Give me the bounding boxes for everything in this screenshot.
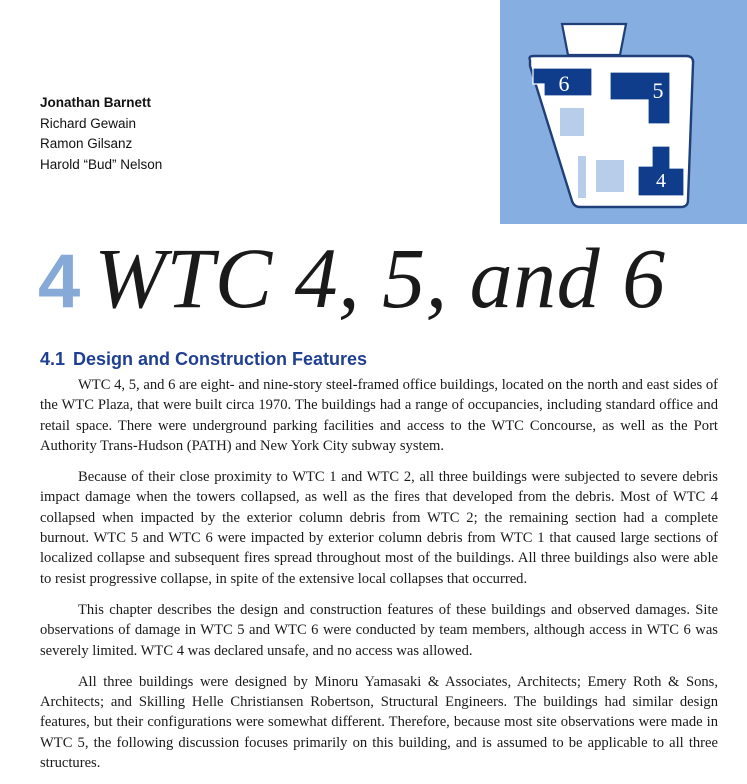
section-heading [40,349,367,370]
paragraph: Because of their close proximity to WTC 1 and WTC 2, all three buildings were subjected to severe debris impact damage when the towers collapsed, as well as the fires that developed from the debris. Most of WTC 4 collapsed when impacted by the exterior column debris from WTC 2; the remaining section had a complete burnout. WTC 5 and WTC 6 were impacted by exterior column debris from WTC 1 that caused large sections of localized collapse and subsequent fires spread throughout most of the buildings. All three buildings also were able to resist progressive collapse, in spite of the extensive local collapses that occurred. [40,469,718,587]
chapter-title [38,228,666,338]
paragraph: All three buildings were designed by Minoru Yamasaki & Associates, Architects; Emery Roth & Sons, Architects; and Skilling Helle Christiansen Robertson, Structural Engineers. The buildings had similar design features, but their configurations were somewhat different. Therefore, because most site observations were made in WTC 5, the following discussion focuses primarily on this building, and is assumed to be applicable to all three structures. [40,673,718,772]
section-number: 4.1 [40,349,66,369]
wtc4-label: 4 [656,170,666,192]
author-list [40,93,162,175]
author-name: Ramon Gilsanz [40,136,133,151]
wtc6-label: 6 [558,71,570,96]
other-building [560,108,584,136]
paragraph: WTC 4, 5, and 6 are eight- and nine-story steel-framed office buildings, located on the north and east sides of the WTC Plaza, that were built circa 1970. The buildings had a range of occupancies, including standard office and retail space. There were underground parking facilities and access to the WTC Concourse, as well as the Port Authority Trans-Hudson (PATH) and New York City subway system. [40,377,718,454]
other-building [578,156,586,198]
wtc7-outline [562,24,626,55]
lead-author: Jonathan Barnett [40,95,152,110]
section-title: Design and Construction Features [73,349,368,369]
other-building [596,160,624,192]
author-name: Harold “Bud” Nelson [40,156,163,172]
body-text [40,375,718,784]
wtc5-label: 5 [652,78,664,103]
chapter-number: 4 [38,239,81,324]
paragraph: This chapter describes the design and construction features of these buildings and observed damages. Site observations of damage in WTC 5 and WTC 6 were conducted by team members, although access in WTC 6 was severely limited. WTC 4 was declared unsafe, and no access was allowed. [40,601,718,659]
author-name: Richard Gewain [40,115,137,131]
chapter-heading: WTC 4, 5, and 6 [94,230,666,326]
site-key-plan-graphic [500,0,747,224]
site-key-plan [500,0,747,224]
